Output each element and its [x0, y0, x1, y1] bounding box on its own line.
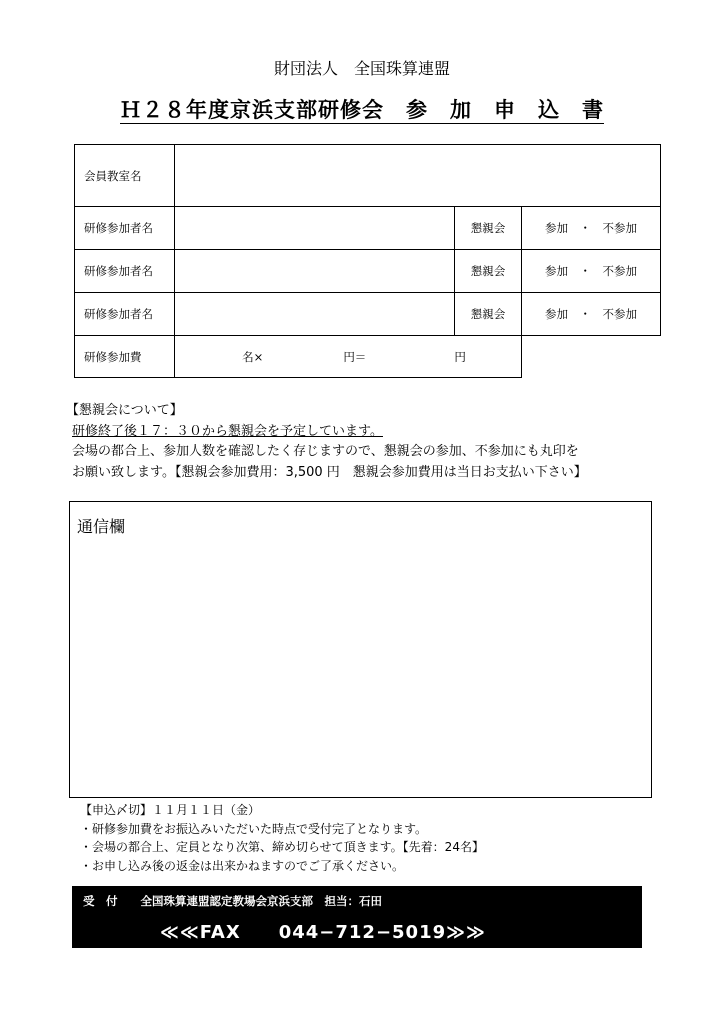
party-attendance-options[interactable]: 参加 ・ 不参加 — [522, 250, 661, 293]
participant-label: 研修参加者名 — [75, 250, 175, 293]
reception-info: 受 付 全国珠算連盟認定教場会京浜支部 担当：石田 — [83, 894, 382, 908]
participant-label: 研修参加者名 — [75, 293, 175, 336]
empty-cell — [522, 336, 661, 378]
fax-box — [72, 886, 642, 948]
participant-label: 研修参加者名 — [75, 207, 175, 250]
classroom-row — [75, 145, 661, 207]
party-label: 懇親会 — [455, 293, 522, 336]
party-notes-line2: 会場の都合上、参加人数を確認したく存じますので、懇親会の参加、不参加にも丸印を — [72, 444, 579, 459]
participant-name-field[interactable] — [175, 293, 455, 336]
party-notes — [66, 401, 587, 483]
payment-note: ・研修参加費をお振込みいただいた時点で受付完了となります。 — [80, 821, 428, 836]
party-label: 懇親会 — [455, 250, 522, 293]
participant-row — [75, 250, 661, 293]
party-attendance-options[interactable]: 参加 ・ 不参加 — [522, 207, 661, 250]
fee-row — [75, 336, 661, 378]
organization-name: 財団法人 全国珠算連盟 — [273, 59, 450, 78]
deadline-notes — [80, 801, 484, 875]
application-form-table — [74, 144, 661, 378]
fax-number: ≪≪FAX 044−712−5019≫≫ — [160, 922, 486, 943]
participant-row — [75, 293, 661, 336]
form-title — [0, 94, 724, 124]
party-notes-line3: お願い致します。【懇親会参加費用：3,500 円 懇親会参加費用は当日お支払い下さい】 — [72, 464, 587, 480]
party-notes-time: 研修終了後１７：３０から懇親会を予定しています。 — [72, 423, 383, 439]
communication-box[interactable] — [69, 501, 652, 798]
deadline-line: 【申込〆切】１１月１１日（金） — [80, 803, 261, 817]
communication-heading: 通信欄 — [77, 517, 126, 536]
fee-total-unit: 円 — [454, 349, 466, 364]
party-label: 懇親会 — [455, 207, 522, 250]
participant-row — [75, 207, 661, 250]
refund-note: ・お申し込み後の返金は出来かねますのでご了承ください。 — [80, 858, 405, 873]
participant-name-field[interactable] — [175, 250, 455, 293]
classroom-label: 会員教室名 — [75, 145, 175, 207]
classroom-field[interactable] — [175, 145, 661, 207]
capacity-note: ・会場の都合上、定員となり次第、締め切らせて頂きます。【先着：24名】 — [80, 840, 484, 854]
fee-price-unit: 円＝ — [343, 349, 367, 364]
fee-people-unit: 名× — [242, 349, 264, 364]
party-attendance-options[interactable]: 参加 ・ 不参加 — [522, 293, 661, 336]
party-notes-heading: 【懇親会について】 — [66, 403, 183, 418]
fee-calculation-field[interactable] — [175, 336, 522, 378]
form-title-text: Ｈ２８年度京浜支部研修会 参 加 申 込 書 — [120, 97, 604, 122]
participant-name-field[interactable] — [175, 207, 455, 250]
fee-label: 研修参加費 — [75, 336, 175, 378]
